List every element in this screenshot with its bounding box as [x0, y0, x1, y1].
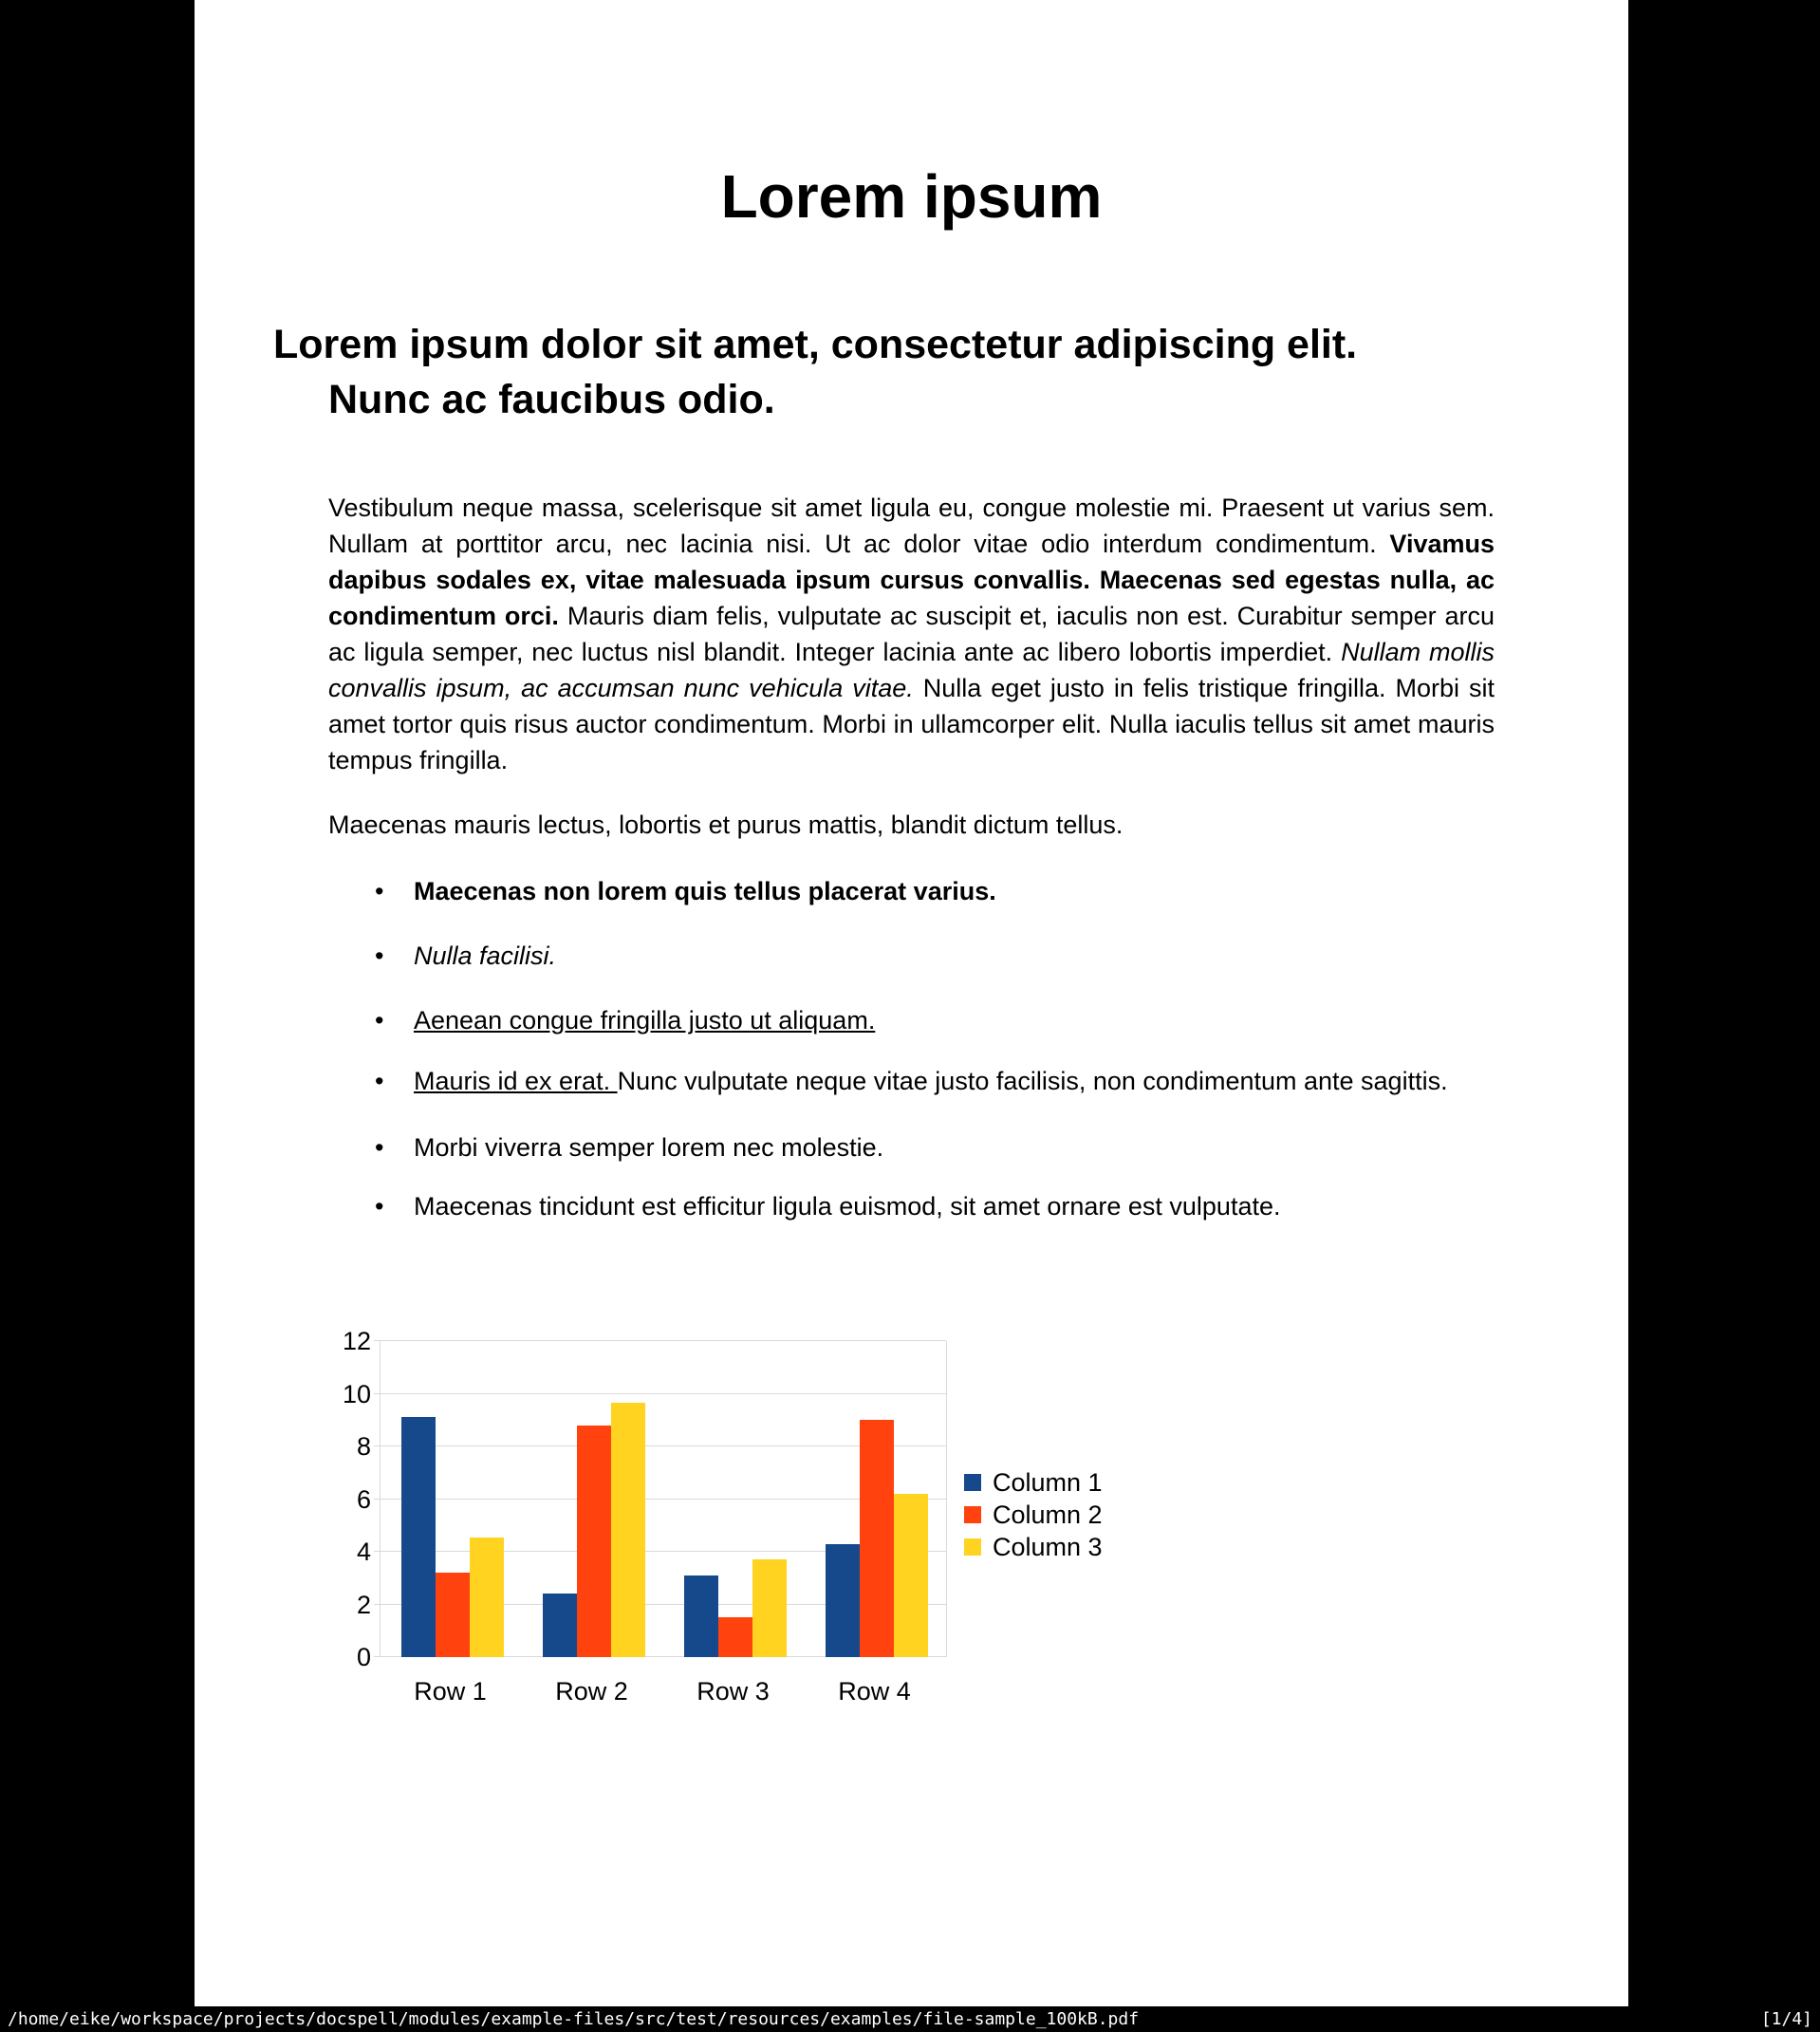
- chart-bar: [752, 1559, 787, 1657]
- list-item: [414, 1002, 1495, 1038]
- x-axis-tick-label: Row 2: [555, 1677, 628, 1706]
- list-item: [414, 1063, 1495, 1099]
- section-heading: [273, 317, 1495, 427]
- x-axis-tick-label: Row 4: [838, 1677, 911, 1706]
- chart-bar: [611, 1403, 645, 1657]
- x-axis-tick-label: Row 3: [696, 1677, 770, 1706]
- body-paragraph: [328, 490, 1495, 778]
- page-indicator: [1/4]: [1760, 2009, 1812, 2029]
- y-axis-tick-label: 6: [356, 1484, 371, 1514]
- body-run-normal: Vestibulum neque massa, scelerisque sit amet ligula eu, congue molestie mi. Praesent ut varius sem. Nullam at porttitor arcu, nec lacinia nisi. Ut ac dolor vitae odio interdum condimentum.: [328, 494, 1495, 558]
- x-axis-tick-label: Row 1: [414, 1677, 487, 1706]
- chart-plot-area: [380, 1341, 947, 1657]
- section-heading-line1: Lorem ipsum dolor sit amet, consectetur adipiscing elit.: [273, 322, 1358, 367]
- chart-bar: [860, 1420, 894, 1657]
- chart-bar: [543, 1594, 577, 1657]
- bullet-list: [328, 873, 1495, 1224]
- list-item: [414, 938, 1495, 974]
- legend-swatch-column3: [964, 1538, 981, 1556]
- file-path: /home/eike/workspace/projects/docspell/modules/example-files/src/test/resources/examples/file-sample_100kB.pdf: [8, 2009, 1140, 2029]
- list-item-text: Maecenas non lorem quis tellus placerat varius.: [414, 877, 996, 905]
- chart-bar: [436, 1573, 470, 1657]
- document-title: Lorem ipsum: [720, 162, 1103, 231]
- y-axis-tick-label: 8: [356, 1432, 371, 1461]
- list-item: [414, 873, 1495, 909]
- list-item-text: Nunc vulputate neque vitae justo facilisis, non condimentum ante sagittis.: [617, 1067, 1448, 1095]
- bar-chart: [195, 1329, 1628, 1746]
- legend-swatch-column2: [964, 1506, 981, 1523]
- list-item-text: Aenean congue fringilla justo ut aliquam.: [414, 1006, 876, 1035]
- y-axis-tick-label: 4: [356, 1538, 371, 1566]
- legend-label: Column 3: [993, 1532, 1103, 1561]
- chart-bar: [577, 1426, 611, 1657]
- body-run-bold: Vivamus dapibus sodales ex, vitae malesuada ipsum cursus convallis. Maecenas sed egestas nulla, ac condimentum orci.: [328, 530, 1495, 630]
- list-item-text: Nulla facilisi.: [414, 941, 557, 970]
- list-item-text: Morbi viverra semper lorem nec molestie.: [414, 1133, 884, 1162]
- y-axis-tick-label: 0: [356, 1643, 371, 1671]
- chart-legend: [964, 1466, 1103, 1563]
- body-run-italic: Nullam mollis convallis ipsum, ac accumsan nunc vehicula vitae.: [328, 638, 1495, 702]
- legend-item: [964, 1531, 1103, 1563]
- status-bar: [0, 2006, 1820, 2032]
- body-run-normal: Mauris diam felis, vulputate ac suscipit et, iaculis non est. Curabitur semper arcu ac ligula semper, nec luctus nisl blandit. Integer lacinia ante ac libero lobortis imperdiet.: [328, 602, 1495, 666]
- legend-item: [964, 1466, 1103, 1499]
- list-item: [414, 1129, 1495, 1165]
- list-intro-line: Maecenas mauris lectus, lobortis et purus mattis, blandit dictum tellus.: [328, 811, 1124, 839]
- chart-bar: [401, 1417, 436, 1657]
- list-item-text: Maecenas tincidunt est efficitur ligula euismod, sit amet ornare est vulputate.: [414, 1192, 1281, 1221]
- list-item-text: Mauris id ex erat.: [414, 1067, 618, 1095]
- legend-label: Column 1: [993, 1467, 1103, 1497]
- body-run-normal: Nulla eget justo in felis tristique fringilla. Morbi sit amet tortor quis risus auctor condimentum. Morbi in ullamcorper elit. Nulla iaculis tellus sit amet mauris tempus fringilla.: [328, 674, 1495, 774]
- legend-swatch-column1: [964, 1474, 981, 1491]
- y-axis-tick-label: 12: [342, 1327, 371, 1355]
- section-heading-line2: Nunc ac faucibus odio.: [328, 377, 775, 422]
- y-axis-tick-label: 2: [356, 1590, 371, 1619]
- list-item: [414, 1188, 1495, 1224]
- chart-bar: [826, 1544, 860, 1657]
- chart-bar: [470, 1538, 504, 1657]
- legend-label: Column 2: [993, 1500, 1103, 1529]
- legend-item: [964, 1499, 1103, 1531]
- chart-bar: [894, 1494, 928, 1657]
- chart-bar: [718, 1617, 752, 1657]
- y-axis-tick-label: 10: [342, 1379, 371, 1408]
- chart-bar: [684, 1575, 718, 1657]
- document-content: [273, 0, 1495, 1224]
- document-page: [195, 0, 1628, 2006]
